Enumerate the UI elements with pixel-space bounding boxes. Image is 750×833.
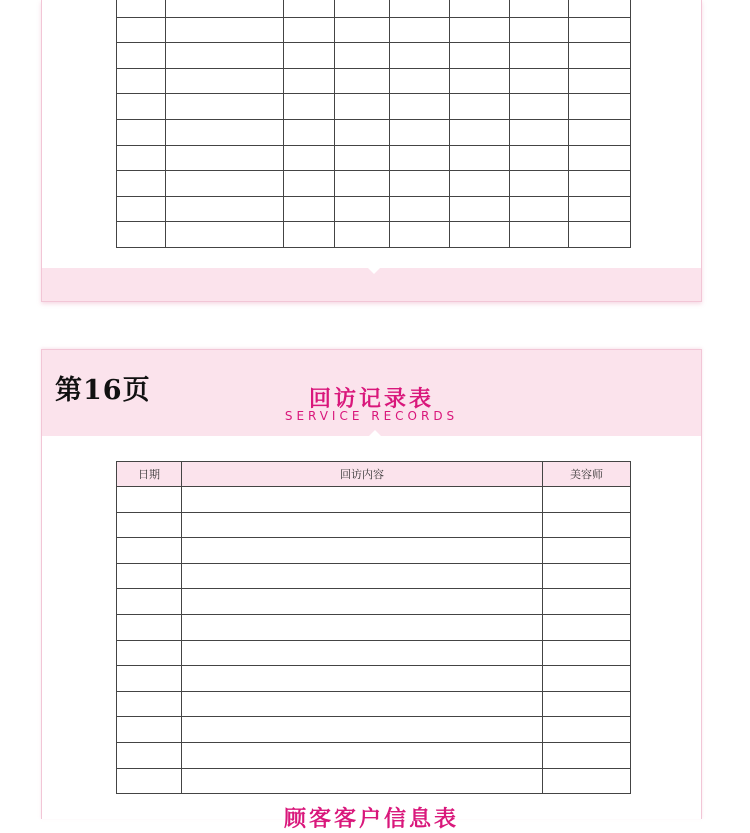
column-header-date: 日期 (117, 462, 182, 487)
table-row (117, 17, 631, 43)
notch-decoration (368, 268, 380, 274)
card-footer-band (42, 268, 701, 301)
table-row (117, 145, 631, 171)
page-16-card (41, 349, 702, 832)
table-row (117, 742, 631, 768)
previous-page-table (116, 0, 631, 248)
table-row (117, 640, 631, 666)
service-records-table (116, 461, 631, 794)
table-row (117, 717, 631, 743)
table-row (117, 0, 631, 17)
section-title: 回访记录表 (308, 387, 434, 412)
table-row (117, 614, 631, 640)
card-header-band (42, 350, 701, 436)
table-row (117, 768, 631, 794)
table-row (117, 538, 631, 564)
page-label: 第16页 (55, 375, 151, 406)
table-row (117, 196, 631, 222)
table-row (117, 94, 631, 120)
table-row (117, 563, 631, 589)
table-row (117, 43, 631, 69)
table-header-row (117, 462, 631, 487)
notch-decoration (369, 430, 381, 436)
table-row (117, 589, 631, 615)
table-row (117, 68, 631, 94)
column-header-beautician: 美容师 (543, 462, 631, 487)
table-row (117, 666, 631, 692)
next-section-title: 顾客客户信息表 (283, 807, 459, 832)
table-row (117, 119, 631, 145)
table-row (117, 512, 631, 538)
table-row (117, 222, 631, 248)
previous-page-card (41, 0, 702, 302)
column-header-content: 回访内容 (182, 462, 543, 487)
table-row (117, 691, 631, 717)
table-row (117, 171, 631, 197)
section-subtitle: SERVICE RECORDS (284, 409, 459, 423)
table-row (117, 487, 631, 513)
